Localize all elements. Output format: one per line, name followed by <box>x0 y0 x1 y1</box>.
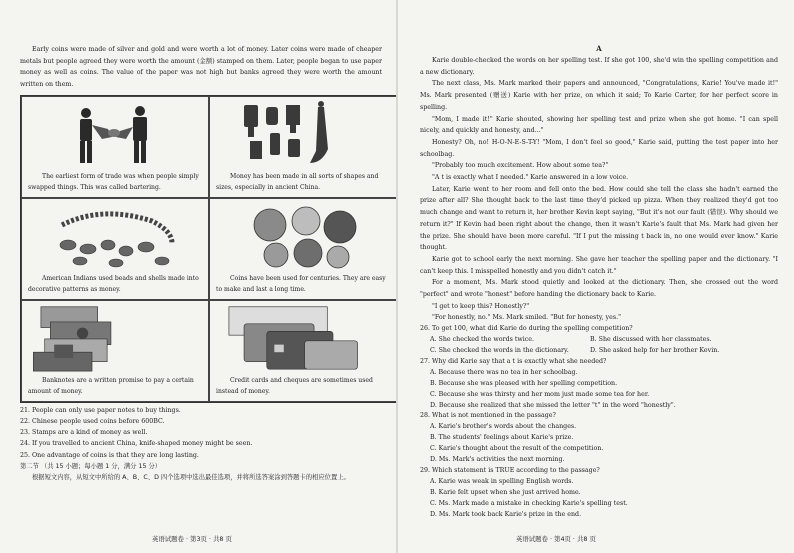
answer-option[interactable]: B. Karie felt upset when she just arrived home. <box>430 488 581 496</box>
answer-option[interactable]: D. She asked help for her brother Kevin. <box>590 346 720 354</box>
page-footer: 英语试题卷 · 第4页 · 共8 页 <box>516 535 596 543</box>
panel-caption: Coins have been used for centuries. They are easy to make and last a long time. <box>216 274 386 293</box>
passage-paragraph: The next class, Ms. Mark marked their papers and announced, "Congratulations, Karie! You've made it!" Ms. Mark presented (赠送) Karie with her prize, on which it said; To Karie Carter, for her perfect score in spelling. <box>420 80 778 111</box>
answer-option[interactable]: A. Because there was no tea in her schoolbag. <box>430 368 578 376</box>
panel-caption: Money has been made in all sorts of shapes and sizes, especially in ancient China. <box>216 172 379 191</box>
page-footer: 英语试题卷 · 第3页 · 共8 页 <box>152 535 232 543</box>
right-page <box>398 0 794 553</box>
answer-option[interactable]: C. Karie's thought about the result of the competition. <box>430 445 604 453</box>
panel-beads-shells <box>21 198 209 300</box>
panel-caption: American Indians used beads and shells made into decorative patterns as money. <box>28 274 199 293</box>
question-stem: 27. Why did Karie say that a t is exactly what she needed? <box>420 357 607 365</box>
panel-coins <box>209 198 397 300</box>
answer-option[interactable]: A. Karie was weak in spelling English words. <box>430 477 574 485</box>
panel-ancient-coins <box>209 96 397 198</box>
banknotes-icon <box>22 303 200 373</box>
bartering-people-icon <box>22 99 209 169</box>
passage-label: A <box>596 44 602 53</box>
question-stem: 29. Which statement is TRUE according to the passage? <box>420 466 600 474</box>
question-stem: 26. To get 100, what did Karie do during the spelling competition? <box>420 325 633 333</box>
answer-option[interactable]: C. Because she was thirsty and her mom just made some tea for her. <box>430 390 650 398</box>
passage-paragraph: For a moment, Ms. Mark stood quietly and looked at the dictionary. Then, she crossed out the word "perfect" and wrote "honest" before handing the dictionary back to Karie. <box>420 279 778 299</box>
section-instruction: 根据短文内容，从短文中所给的 A、B、C、D 四个选项中选出最佳选项，并将所选答案涂到答题卡的相应位置上。 <box>32 474 350 482</box>
statement-item: 24. If you travelled to ancient China, knife-shaped money might be seen. <box>20 440 253 448</box>
answer-option[interactable]: A. She checked the words twice. <box>430 336 535 344</box>
answer-option[interactable]: D. Because she realized that she missed the letter "t" in the word "honestly". <box>430 401 676 409</box>
passage-paragraph: "Probably too much excitement. How about some tea?" <box>432 162 609 170</box>
answer-option[interactable]: B. She discussed with her classmates. <box>590 336 712 344</box>
question-29 <box>420 466 778 521</box>
passage-paragraph: "Mom, I made it!" Karie shouted, showing her spelling test and prize when she got home. "I can spell nicely, and quickly and honesty, and..." <box>420 115 778 135</box>
panel-caption: Banknotes are a written promise to pay a certain amount of money. <box>28 376 194 395</box>
statement-item: 25. One advantage of coins is that they are long lasting. <box>20 451 199 459</box>
panel-credit-cards <box>209 300 397 402</box>
statement-item: 21. People can only use paper notes to buy things. <box>20 406 181 414</box>
passage <box>420 55 778 324</box>
answer-option[interactable]: C. She checked the words in the dictionary. <box>430 346 569 354</box>
question-28 <box>420 411 778 466</box>
answer-option[interactable]: B. Because she was pleased with her spelling competition. <box>430 379 618 387</box>
answer-option[interactable]: D. Ms. Mark took back Karie's prize in the end. <box>430 510 582 518</box>
coins-icon <box>210 201 397 271</box>
money-history-grid <box>20 95 398 403</box>
panel-caption: Credit cards and cheques are sometimes used instead of money. <box>216 376 373 395</box>
passage-paragraph: Later, Karie went to her room and fell onto the bed. How could she tell the class she hadn't earned the prize after all? She thought back to the last time they'd picked up pizza. When they realized they'd got too much change and want to return it, her brother Kevin kept saying, "But it's not our fault (错误). Why should we return it?" If Kevin had been right about the change, then it wasn't Karie's fault that Ms. Mark had given her the prize. She should have been more careful. "If I put the missing t back in, no one would ever know." Karie thought. <box>420 185 778 252</box>
statement-list <box>20 405 382 483</box>
answer-option[interactable]: B. The students' feelings about Karie's prize. <box>430 434 574 442</box>
panel-bartering <box>21 96 209 198</box>
passage-paragraph: Honesty? Oh, no! H-O-N-E-S-T-Y! "Mom, I don't feel so good," Karie said, putting the test paper into her schoolbag. <box>420 138 778 158</box>
statement-item: 23. Stamps are a kind of money as well. <box>20 429 148 437</box>
question-26 <box>420 324 778 357</box>
left-page <box>0 0 396 553</box>
statement-item: 22. Chinese people used coins before 600BC. <box>20 418 165 426</box>
answer-option[interactable]: D. Ms. Mark's activities the next morning. <box>430 456 565 464</box>
passage-paragraph: Karie double-checked the words on her spelling test. If she got 100, she'd win the spelling competition and a new dictionary. <box>420 57 778 76</box>
answer-option[interactable]: A. Karie's brother's words about the changes. <box>430 423 577 431</box>
beads-shells-icon <box>22 201 209 271</box>
credit-cards-icon <box>210 303 388 373</box>
ancient-coins-icon <box>210 99 397 169</box>
section-title: 第二节 （共 15 小题；每小题 1 分，满分 15 分） <box>20 462 162 470</box>
passage-paragraph: "I get to keep this? Honestly?" <box>432 302 530 310</box>
question-stem: 28. What is not mentioned in the passage? <box>420 412 556 420</box>
answer-option[interactable]: C. Ms. Mark made a mistake in checking Karie's spelling test. <box>430 499 628 507</box>
passage-paragraph: "A t is exactly what I needed." Karie answered in a low voice. <box>432 174 629 182</box>
panel-banknotes <box>21 300 209 402</box>
intro-paragraph: Early coins were made of silver and gold and were worth a lot of money. Later coins were made of cheaper metals but people agreed they were worth the amount (金额) stamped on them. Later, people began to use paper money as well as coins. The value of the paper was not high but banks agreed they were worth the amount written on them. <box>20 46 382 89</box>
panel-caption: The earliest form of trade was when people simply swapped things. This was called bartering. <box>28 172 199 191</box>
passage-paragraph: "For honestly, no." Ms. Mark smiled. "But for honesty, yes." <box>432 314 621 322</box>
question-27 <box>420 357 778 412</box>
passage-paragraph: Karie got to school early the next morning. She gave her teacher the spelling paper and the dictionary. "I can't keep this. I misspelled honestly and you didn't catch it." <box>420 255 778 275</box>
